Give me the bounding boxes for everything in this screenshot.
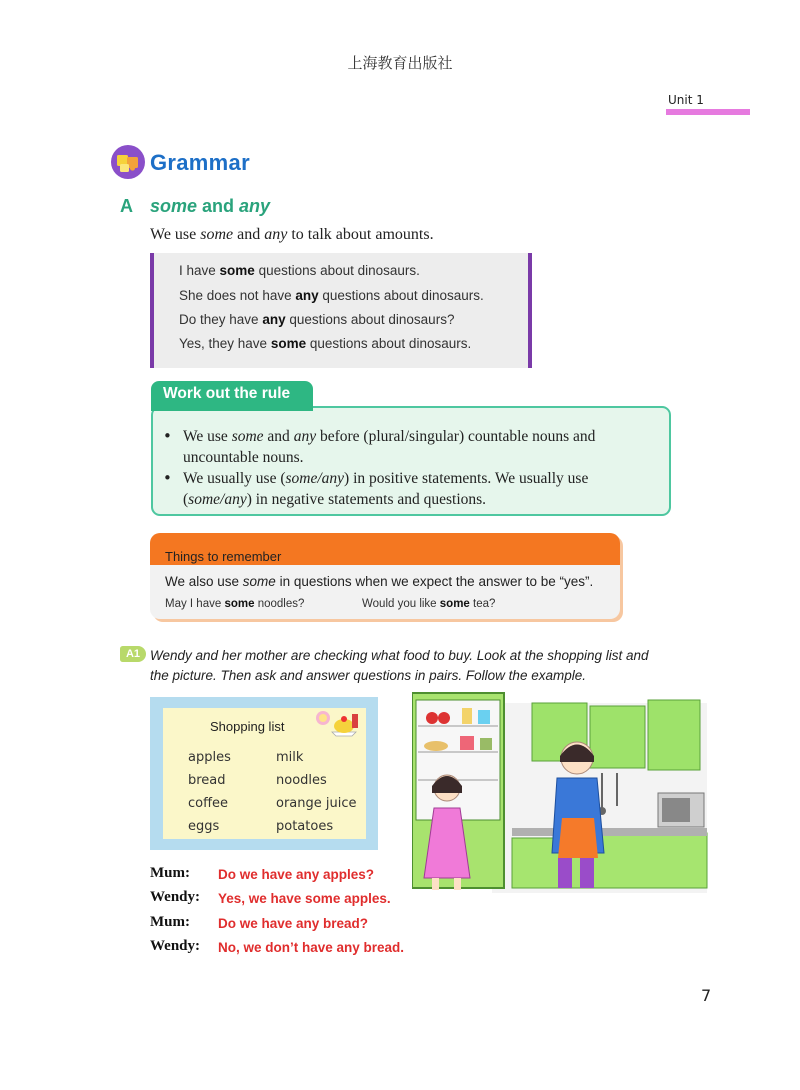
rule-tab-label: Work out the rule (163, 385, 291, 402)
unit-label: Unit 1 (668, 93, 704, 107)
activity-badge: A1 (120, 646, 146, 662)
food-icon (312, 708, 362, 738)
section-title (150, 196, 270, 217)
bullet-icon: • (163, 427, 172, 445)
dialog-speaker: Wendy: (150, 889, 201, 905)
list-item: eggs (188, 819, 220, 834)
dialog-speaker: Mum: (150, 865, 190, 881)
intro-and: and (233, 226, 265, 243)
list-item: noodles (276, 773, 327, 788)
list-item: milk (276, 750, 304, 765)
dialog-line: Do we have any bread? (218, 916, 369, 931)
dialog-speaker: Mum: (150, 914, 190, 930)
list-item: coffee (188, 796, 229, 811)
things-to-remember-text: We also use some in questions when we expect the answer to be “yes”. (165, 574, 594, 589)
remember-example-2: Would you like some tea? (362, 598, 496, 610)
rule-1-line-1: We use some and any before (plural/singular) countable nouns and (183, 428, 596, 445)
publisher-name: 上海教育出版社 (347, 54, 453, 72)
section-letter: A (120, 196, 133, 216)
example-line: Yes, they have some questions about dinosaurs. (179, 336, 472, 351)
page-number: 7 (701, 986, 712, 1005)
shopping-list-title: Shopping list (210, 719, 285, 734)
title-some: some (150, 196, 198, 216)
grammar-heading: Grammar (150, 150, 250, 175)
title-any: any (239, 196, 271, 216)
kitchen-illustration (412, 688, 712, 893)
rule-2-line-1: We usually use (some/any) in positive statements. We usually use (183, 470, 589, 487)
puzzle-icon (110, 144, 146, 180)
activity-instruction: Wendy and her mother are checking what food to buy. Look at the shopping list and the picture. Then ask and answer questions in pairs. Follow the example. (150, 648, 649, 683)
intro-sentence (150, 226, 434, 244)
intro-pre: We use (150, 226, 201, 243)
things-to-remember-title: Things to remember (165, 549, 282, 564)
list-item: apples (188, 750, 231, 765)
dialog-line: No, we don’t have any bread. (218, 940, 405, 955)
intro-any: any (264, 226, 288, 243)
example-line: Do they have any questions about dinosaurs? (179, 312, 455, 327)
bullet-icon: • (163, 469, 172, 487)
rule-1-line-2: uncountable nouns. (183, 449, 304, 466)
example-box (150, 253, 532, 368)
remember-example-1: May I have some noodles? (165, 598, 305, 610)
example-line: I have some questions about dinosaurs. (179, 263, 420, 278)
rule-2-line-2: (some/any) in negative statements and questions. (183, 491, 487, 508)
example-line: She does not have any questions about dinosaurs. (179, 288, 484, 303)
dialog-line: Do we have any apples? (218, 867, 375, 882)
list-item: potatoes (276, 819, 334, 834)
dialog-speaker: Wendy: (150, 938, 201, 954)
dialog-line: Yes, we have some apples. (218, 891, 391, 906)
intro-post: to talk about amounts. (287, 226, 434, 243)
unit-bar (666, 109, 750, 115)
intro-some: some (200, 226, 234, 243)
list-item: bread (188, 773, 226, 788)
title-and: and (197, 196, 240, 216)
list-item: orange juice (276, 796, 357, 811)
